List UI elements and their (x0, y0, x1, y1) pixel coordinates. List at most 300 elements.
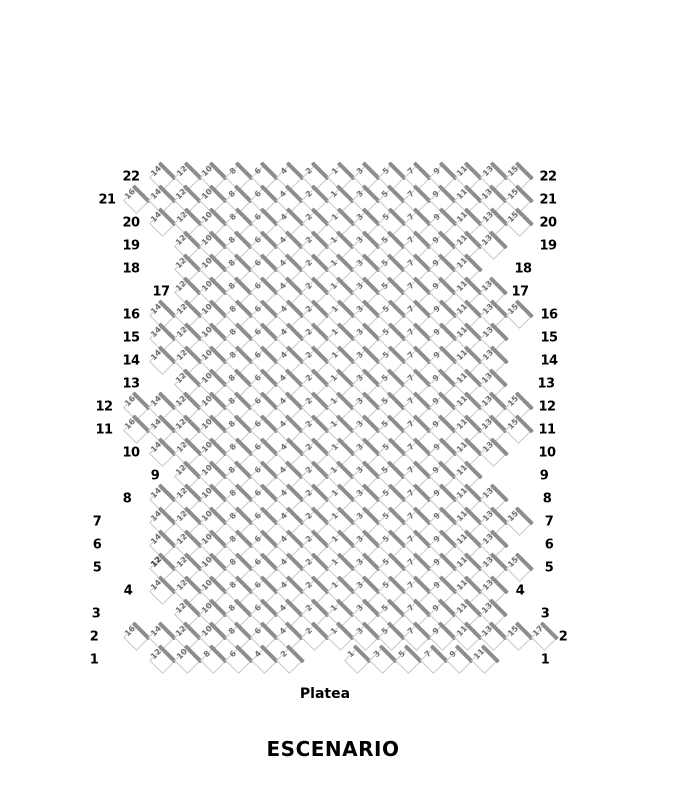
seat-number: 15 (505, 209, 521, 225)
seat-number: 6 (252, 441, 264, 453)
seat-number: 1 (328, 464, 340, 476)
row-label-left-17: 17 (152, 284, 170, 300)
seat-number: 1 (329, 441, 340, 453)
row-label-left-20: 20 (122, 215, 140, 231)
seat-number: 4 (277, 602, 289, 614)
seat-number: 5 (379, 464, 391, 476)
seat-number: 8 (227, 165, 238, 177)
seat-number: 7 (405, 280, 416, 292)
seat-number: 5 (396, 648, 408, 660)
row-label-left-21: 21 (98, 192, 116, 208)
seat-number: 9 (431, 533, 442, 545)
seat-number: 15 (505, 416, 520, 432)
seat-number: 5 (380, 326, 391, 338)
row-label-right-20: 20 (539, 215, 557, 231)
seat-number: 1 (329, 533, 340, 545)
seat-number: 7 (405, 441, 417, 453)
seat-number: 2 (303, 487, 315, 499)
seat-number: 8 (227, 510, 238, 522)
seat-number: 1 (329, 211, 340, 223)
seat-number: 2 (303, 257, 314, 269)
seat-number: 8 (227, 211, 238, 223)
row-label-right-19: 19 (539, 238, 557, 254)
seat-number: 9 (430, 602, 442, 614)
seat-number: 1 (328, 372, 340, 384)
seat-number: 14 (148, 439, 164, 455)
seat-number: 10 (199, 439, 215, 455)
row-label-right-15: 15 (540, 330, 558, 346)
seat-number: 6 (252, 372, 263, 384)
seat-number: 5 (380, 487, 391, 499)
row-label-left-3: 3 (91, 606, 101, 622)
seat-16-15[interactable] (506, 302, 532, 328)
seat-number: 6 (227, 648, 238, 660)
seat-number: 1 (328, 234, 340, 246)
row-label-left-11: 11 (95, 422, 113, 438)
seat-number: 4 (277, 280, 289, 292)
row-label-right-2: 2 (558, 629, 568, 645)
seat-number: 5 (380, 510, 391, 522)
seat-10-13[interactable] (481, 440, 507, 466)
seat-number: 15 (505, 623, 520, 639)
seat-number: 11 (454, 416, 469, 432)
seat-number: 6 (252, 326, 264, 338)
seat-number: 10 (199, 186, 214, 202)
row-label-right-6: 6 (544, 537, 554, 553)
seat-number: 3 (354, 349, 366, 361)
seat-number: 8 (227, 441, 238, 453)
seat-number: 1 (328, 395, 340, 407)
seat-number: 2 (303, 625, 314, 637)
seat-number: 5 (380, 556, 391, 568)
seat-number: 10 (199, 324, 215, 340)
seat-number: 9 (431, 579, 442, 591)
seat-number: 7 (405, 372, 416, 384)
seat-number: 12 (173, 278, 189, 294)
seat-number: 3 (371, 648, 382, 660)
seat-number: 7 (405, 165, 417, 177)
seat-number: 11 (454, 186, 469, 202)
seat-number: 16 (122, 623, 138, 639)
seat-number: 3 (354, 556, 366, 568)
seat-number: 12 (173, 600, 189, 616)
seat-number: 6 (252, 303, 264, 315)
row-label-left-14: 14 (122, 353, 140, 369)
seat-number: 11 (454, 347, 470, 363)
seat-number: 5 (379, 257, 391, 269)
seat-number: 10 (199, 531, 215, 547)
seat-number: 5 (380, 165, 391, 177)
seat-number: 11 (471, 646, 486, 662)
seat-number: 10 (199, 554, 215, 570)
row-label-right-16: 16 (540, 307, 558, 323)
seat-number: 9 (431, 487, 442, 499)
seat-11-15[interactable] (506, 417, 532, 443)
seat-number: 12 (173, 393, 189, 409)
seat-20-15[interactable] (506, 210, 532, 236)
seat-number: 9 (431, 349, 442, 361)
seat-number: 4 (278, 326, 289, 338)
seat-number: 7 (405, 533, 417, 545)
seat-7-15[interactable] (506, 509, 532, 535)
seat-number: 6 (252, 556, 264, 568)
seat-number: 7 (405, 625, 416, 637)
seat-number: 5 (380, 441, 391, 453)
seat-number: 14 (148, 531, 164, 547)
row-label-right-8: 8 (542, 491, 552, 507)
seat-number: 3 (354, 625, 365, 637)
seat-number: 6 (252, 487, 264, 499)
seat-number: 6 (252, 602, 263, 614)
seat-5-15[interactable] (506, 555, 532, 581)
row-label-right-10: 10 (538, 445, 556, 461)
row-label-left-6: 6 (92, 537, 102, 553)
seat-number: 4 (278, 349, 289, 361)
seat-number: 9 (430, 372, 442, 384)
seat-2-17[interactable] (531, 624, 557, 650)
seat-number: 9 (430, 257, 442, 269)
seat-number: 2 (303, 372, 314, 384)
seat-number: 9 (431, 303, 442, 315)
seat-number: 2 (303, 418, 314, 430)
seat-number: 1 (329, 349, 340, 361)
row-label-right-13: 13 (537, 376, 555, 392)
seat-number: 2 (303, 165, 315, 177)
seat-number: 2 (303, 441, 315, 453)
seat-number: 2 (303, 464, 314, 476)
seat-number: 1 (328, 602, 340, 614)
row-label-left-22: 22 (122, 169, 140, 185)
seat-number: 3 (354, 257, 365, 269)
seat-number: 1 (329, 165, 340, 177)
seat-number: 12 (174, 508, 189, 524)
seat-number: 7 (405, 303, 417, 315)
seat-number: 7 (405, 326, 417, 338)
seat-number: 9 (431, 211, 442, 223)
seat-number: 5 (380, 303, 391, 315)
seat-number: 2 (303, 188, 314, 200)
row-label-right-21: 21 (539, 192, 557, 208)
seat-number: 7 (405, 211, 417, 223)
seat-number: 10 (199, 347, 215, 363)
seat-number: 3 (354, 579, 366, 591)
seat-number: 12 (173, 255, 189, 271)
seat-number: 2 (303, 280, 314, 292)
seat-number: 14 (148, 324, 164, 340)
seat-number: 3 (354, 165, 366, 177)
seat-number: 7 (405, 257, 416, 269)
seat-number: 7 (405, 579, 417, 591)
seat-number: 4 (277, 234, 289, 246)
seat-number: 12 (174, 347, 189, 363)
seat-number: 11 (454, 232, 469, 248)
seat-number: 9 (431, 165, 442, 177)
seat-number: 7 (405, 395, 416, 407)
seat-number: 13 (480, 577, 495, 593)
row-label-left-12: 12 (95, 399, 113, 415)
seat-number: 5 (380, 533, 391, 545)
seat-number: 4 (278, 487, 289, 499)
seat-number: 10 (199, 370, 214, 386)
seat-number: 15 (505, 186, 520, 202)
seat-number: 12 (174, 163, 189, 179)
seat-number: 16 (122, 416, 138, 432)
row-label-left-15: 15 (122, 330, 140, 346)
seat-number: 2 (303, 211, 315, 223)
seat-number: 8 (227, 349, 238, 361)
seat-number: 3 (354, 602, 365, 614)
seat-number: 1 (329, 487, 340, 499)
seat-number: 12 (174, 324, 189, 340)
seat-number: 6 (252, 510, 264, 522)
seat-number: 11 (454, 324, 470, 340)
seat-number: 2 (303, 395, 314, 407)
row-label-right-5: 5 (544, 560, 554, 576)
seat-number: 10 (199, 577, 215, 593)
seat-number: 2 (303, 234, 314, 246)
seat-number: 4 (278, 510, 289, 522)
row-label-right-14: 14 (540, 353, 558, 369)
seat-number: 10 (199, 485, 215, 501)
seat-number: 1 (329, 510, 340, 522)
seat-number: 4 (277, 257, 289, 269)
seat-number: 7 (405, 602, 416, 614)
seat-number: 14 (148, 186, 163, 202)
seat-number: 4 (277, 372, 289, 384)
seat-number: 6 (252, 257, 263, 269)
seat-number: 16 (122, 186, 138, 202)
seat-number: 7 (405, 487, 417, 499)
row-label-right-17: 17 (511, 284, 529, 300)
seat-number: 12 (148, 646, 164, 662)
seat-number: 3 (354, 326, 366, 338)
row-label-right-3: 3 (540, 606, 550, 622)
row-label-left-4: 4 (123, 583, 133, 599)
seat-number: 3 (354, 395, 365, 407)
seat-number: 13 (480, 347, 495, 363)
seat-number: 8 (227, 533, 238, 545)
seat-number: 10 (199, 462, 214, 478)
seat-number: 13 (480, 508, 495, 524)
seat-number: 14 (148, 416, 163, 432)
seat-number: 10 (199, 163, 215, 179)
seat-number: 6 (252, 280, 263, 292)
seat-number: 5 (379, 395, 391, 407)
seat-number: 13 (479, 393, 495, 409)
seat-number: 10 (199, 393, 214, 409)
row-label-right-11: 11 (538, 422, 556, 438)
seat-number: 2 (303, 510, 315, 522)
row-label-left-9: 9 (150, 468, 160, 484)
seat-number: 13 (479, 416, 495, 432)
seat-number: 3 (354, 372, 365, 384)
seat-number: 14 (148, 209, 164, 225)
seat-number: 9 (430, 625, 442, 637)
seat-number: 10 (199, 232, 214, 248)
seat-number: 12 (173, 416, 189, 432)
seat-number: 7 (405, 234, 416, 246)
seat-number: 11 (454, 485, 470, 501)
seat-number: 4 (278, 533, 289, 545)
seat-number: 4 (278, 556, 289, 568)
row-label-left-7: 7 (92, 514, 102, 530)
seat-number: 7 (405, 510, 417, 522)
seat-number: 6 (252, 165, 264, 177)
seat-number: 5 (379, 625, 391, 637)
seat-number: 13 (480, 163, 495, 179)
seat-number: 8 (226, 280, 238, 292)
seat-number: 10 (199, 301, 215, 317)
seat-number: 13 (480, 209, 495, 225)
seat-number: 1 (345, 648, 357, 660)
seat-number: 10 (199, 209, 215, 225)
seat-number: 4 (278, 211, 289, 223)
seat-number: 4 (277, 188, 289, 200)
seat-number: 3 (354, 280, 365, 292)
seat-number: 12 (174, 439, 189, 455)
seat-number: 6 (252, 418, 263, 430)
seat-number: 6 (252, 533, 264, 545)
seat-number: 6 (252, 625, 263, 637)
seat-number: 11 (454, 393, 469, 409)
seat-number: 4 (277, 464, 289, 476)
seat-number: 12 (173, 370, 189, 386)
seat-number: 12 (173, 623, 189, 639)
seat-number: 13 (480, 324, 495, 340)
seat-number: 13 (479, 232, 495, 248)
seat-number: 15 (505, 393, 520, 409)
seat-number: 5 (379, 602, 391, 614)
seat-number: 10 (199, 623, 214, 639)
seat-number: 4 (277, 418, 289, 430)
seat-number: 14 (148, 301, 164, 317)
seat-number: 7 (405, 556, 417, 568)
seat-1-2[interactable] (277, 647, 303, 673)
seat-number: 5 (379, 418, 391, 430)
seat-number: 11 (454, 370, 469, 386)
seat-number: 6 (252, 211, 264, 223)
seat-number: 17 (530, 623, 546, 639)
seat-number: 14 (148, 508, 164, 524)
seat-number: 9 (447, 648, 459, 660)
section-label-platea: Platea (299, 686, 351, 702)
seat-number: 12 (173, 232, 189, 248)
seat-number: 11 (454, 531, 470, 547)
seat-number: 1 (328, 280, 340, 292)
row-label-right-18: 18 (514, 261, 532, 277)
row-label-right-4: 4 (515, 583, 525, 599)
seat-number: 3 (354, 188, 365, 200)
seat-number: 2 (303, 556, 315, 568)
seat-number: 9 (430, 418, 442, 430)
seat-number: 11 (454, 462, 469, 478)
row-label-left-10: 10 (122, 445, 140, 461)
seat-number: 9 (430, 188, 442, 200)
seat-number: 5 (379, 280, 391, 292)
seat-number: 9 (431, 326, 442, 338)
seat-number: 9 (430, 464, 442, 476)
seat-number: 3 (354, 234, 365, 246)
seat-number: 6 (252, 579, 264, 591)
seat-number: 1 (328, 418, 340, 430)
seat-number: 7 (405, 464, 416, 476)
seat-number: 12 (148, 554, 164, 570)
seat-number: 2 (303, 349, 315, 361)
seat-number: 9 (430, 280, 442, 292)
seat-number: 14 (148, 347, 164, 363)
seat-number: 11 (454, 255, 469, 271)
seat-number: 11 (454, 577, 470, 593)
seat-number: 5 (380, 211, 391, 223)
seat-number: 4 (278, 579, 289, 591)
seat-number: 1 (329, 579, 340, 591)
seat-number: 8 (226, 625, 238, 637)
seat-number: 2 (278, 648, 289, 660)
row-label-left-16: 16 (122, 307, 140, 323)
seat-number: 15 (505, 508, 521, 524)
seat-number: 8 (227, 326, 238, 338)
row-label-left-1: 1 (89, 652, 99, 668)
row-label-left-5: 5 (92, 560, 102, 576)
seat-number: 10 (199, 278, 214, 294)
seat-number: 13 (480, 531, 495, 547)
seat-number: 13 (479, 623, 495, 639)
seat-number: 11 (454, 278, 469, 294)
seat-19-13[interactable] (480, 233, 506, 259)
seat-number: 11 (454, 623, 469, 639)
seat-number: 8 (226, 372, 238, 384)
seat-number: 11 (454, 600, 469, 616)
seat-number: 11 (454, 554, 470, 570)
seat-number: 11 (454, 508, 470, 524)
seat-number: 1 (329, 303, 340, 315)
seat-number: 11 (454, 163, 470, 179)
seat-number: 11 (454, 301, 470, 317)
seat-number: 6 (252, 395, 263, 407)
seat-number: 9 (431, 441, 442, 453)
stage-label-escenario: ESCENARIO (266, 737, 400, 761)
seat-number: 3 (354, 464, 365, 476)
seat-1-11[interactable] (472, 647, 498, 673)
seat-number: 13 (480, 485, 495, 501)
row-label-left-13: 13 (122, 376, 140, 392)
seat-number: 5 (379, 234, 391, 246)
seat-number: 14 (148, 163, 164, 179)
seat-number: 3 (354, 303, 366, 315)
seat-number: 7 (422, 648, 433, 660)
seat-number: 3 (354, 510, 366, 522)
seat-number: 6 (252, 349, 264, 361)
seat-number: 8 (226, 418, 238, 430)
seat-number: 8 (226, 234, 238, 246)
seat-number: 4 (252, 648, 264, 660)
seat-number: 14 (148, 393, 163, 409)
seat-number: 14 (148, 623, 163, 639)
seat-number: 13 (479, 600, 495, 616)
seat-number: 14 (148, 577, 164, 593)
row-label-right-9: 9 (539, 468, 549, 484)
seat-number: 5 (379, 372, 391, 384)
seat-number: 12 (174, 209, 189, 225)
seat-number: 12 (174, 301, 189, 317)
seat-number: 5 (380, 579, 391, 591)
seat-number: 1 (329, 326, 340, 338)
seat-number: 10 (174, 646, 189, 662)
seat-number: 12 (174, 577, 189, 593)
seat-number: 3 (354, 441, 366, 453)
seat-number: 2 (303, 326, 315, 338)
seat-number: 15 (505, 163, 521, 179)
